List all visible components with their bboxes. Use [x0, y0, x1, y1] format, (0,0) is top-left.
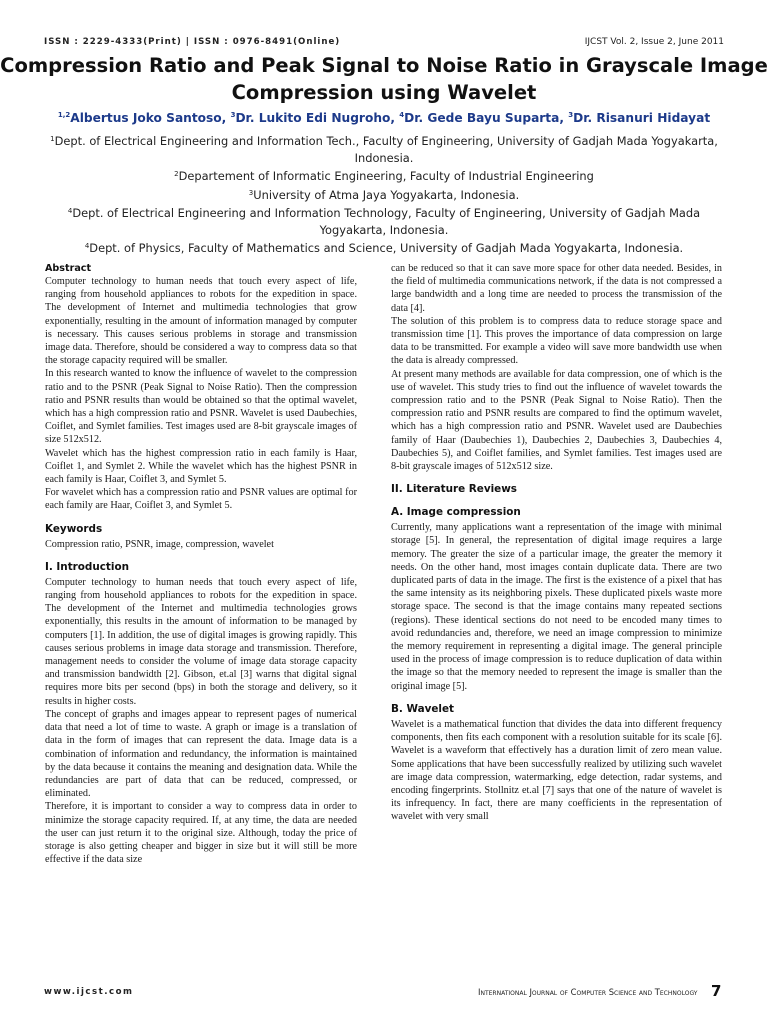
introduction-paragraph: The solution of this problem is to compress data to reduce storage space and transmission time [1]. This proves the importance of data compression on large data to be transmitted. For example a video will save more bandwidth use when the data is already compressed.: [391, 315, 722, 367]
introduction-paragraph: Computer technology to human needs that touch every aspect of life, ranging from household appliances to robots for the expedition in space. The development of the Internet and multimedia technologies grows exponentially, this results in the amount of information to be managed by computers [1]. In addition, the use of digital images is growing rapidly. This causes serious problems in image data storage and transmission. Therefore, management needs to consider the volume of image data storage capacity and transmission bandwidth [2]. Gibson, et.al [3] warns that digital signal requires more bits per second (bps) in both the storage and delivery, so it results in higher costs.: [45, 576, 357, 707]
paper-title: Compression Ratio and Peak Signal to Noise Ratio in Grayscale Image Compression using Wavelet: [0, 54, 768, 104]
affiliation-marker: 4: [67, 207, 73, 215]
affiliation-text: Departement of Informatic Engineering, Faculty of Industrial Engineering: [178, 169, 594, 183]
affiliation-text: University of Atma Jaya Yogyakarta, Indonesia.: [253, 187, 520, 202]
introduction-paragraph: The concept of graphs and images appear to represent pages of numerical data that need a lot of time to waste. A graph or image is a translation of data in the form of images that can represent the data. Image data is a combination of information and redundancy, the information is maintained by the data because it contains the meaning and designation data. While the redundancies are part of data that can be reduced, compressed, or eliminated.: [45, 708, 357, 800]
keywords-heading: Keywords: [45, 522, 103, 535]
wavelet-paragraph: Wavelet is a mathematical function that divides the data into different frequency components, then fits each component with a resolution suitable for its scale [6]. Wavelet is a waveform that effectively has a duration limit of zero mean value. Some applications that have been successfully realized by utilizing such wavelet are image data compression, watermarking, edge detection, radar systems, and encoding fingerprints. Stollnitz et.al [7] says that one of the nature of wavelet is its infrequency. In fact, there are many coefficients in the representation of wavelet with very small: [391, 718, 722, 823]
abstract-paragraph: In this research wanted to know the influence of wavelet to the compression ratio and to the PSNR (Peak Signal to Noise Ratio). Then the compression ratio and PSNR results than would be obtained so that the optimal wavelet, which has a high compression ratio and PSNR. Wavelet is used Daubechies, Coiflet, and Symlet families. Test images used are 8-bit grayscale images of size 512x512.: [45, 368, 357, 446]
running-header: [44, 37, 724, 51]
image-compression-paragraph: Currently, many applications want a representation of the image with minimal storage [5]. In general, the representation of digital image requires a large memory. The greater the size of a particular image, the greater the memory it needs. On the other hand, most images contain duplicate data. There are two duplicated parts of data in the image. The first is the existence of a pixel that has the same intensity as its neighboring pixels. These duplicated pixels waste more storage space. The second is that the image contains many repeated sections (regions). These identical sections do not need to be encoded many times to avoid redundancies and, therefore, we need an image compression to minimize the memory requirement in representing a digital image. The general principle used in the process of image compression is to reduce duplication of data within the image so that the memory needed to represent the image is smaller than the original image [5].: [391, 522, 722, 692]
abstract-paragraph: Wavelet which has the highest compression ratio in each family is Haar, Coiflet 1, and Symlet 2. While the wavelet which has the highest PSNR in each family is Haar, Coiflet 3, and Symlet 5.: [45, 447, 357, 486]
keywords-text: Compression ratio, PSNR, image, compression, wavelet: [45, 538, 274, 550]
right-column: [391, 262, 722, 824]
introduction-paragraph: can be reduced so that it can save more space for other data needed. Besides, in the field of multimedia communications network, if the data is not compressed a large bandwidth and a long time are needed to process the transmission of the data [4].: [391, 263, 722, 314]
affiliation-text: Dept. of Electrical Engineering and Information Technology, Faculty of Engineering, University of Gadjah Mada Yogyakarta, Indonesia.: [72, 206, 701, 237]
affiliation-marker: 3: [248, 188, 254, 197]
abstract-paragraph: For wavelet which has a compression ratio and PSNR values are optimal for each family are Haar, Coiflet 3, and Symlet 5.: [45, 487, 357, 512]
affiliation-line: [44, 166, 724, 185]
introduction-paragraph: At present many methods are available for data compression, one of which is the use of wavelet. This study tries to find out the influence of wavelet towards the compression ratio and to the PSNR (Peak Signal to Noise Ratio). Then the compression ratio and PSNR results are compared to find the optimum wavelet, which has a high compression ratio and PSNR. Wavelet used are Daubechies family of Haar (Daubechies 1), Daubechies 2, Daubechies 3, Daubechies 4, Daubechies 5), and Coiflet families, and Symlet families. Test images used are 8-bit grayscale images of 512x512 size.: [391, 368, 722, 473]
author-2-affiliation: 3: [230, 111, 236, 119]
author-1-affiliation: 1,2: [57, 111, 71, 119]
affiliation-line: [44, 238, 724, 257]
affiliation-text: Dept. of Physics, Faculty of Mathematics and Science, University of Gadjah Mada Yogyakarta, Indonesia.: [89, 241, 684, 255]
author-4-name: Dr. Risanuri Hidayat: [573, 111, 711, 125]
left-column: [45, 262, 357, 866]
affiliation-marker: 1: [50, 135, 55, 143]
footer-url: www.ijcst.com: [44, 987, 134, 997]
affiliation-line: [44, 131, 724, 166]
literature-reviews-heading: II. Literature Reviews: [391, 483, 517, 496]
author-list: [0, 111, 768, 125]
author-3-affiliation: 4: [399, 111, 405, 119]
author-3-name: Dr. Gede Bayu Suparta,: [404, 111, 569, 125]
author-4-affiliation: 3: [568, 111, 574, 119]
affiliation-marker: 4: [84, 242, 90, 250]
issn-text: ISSN : 2229-4333(Print) | ISSN : 0976-8491(Online): [44, 37, 341, 47]
affiliation-list: [44, 131, 724, 257]
affiliation-marker: 2: [174, 170, 179, 178]
author-2-name: Dr. Lukito Edi Nugroho,: [235, 111, 400, 125]
affiliation-text: Dept. of Electrical Engineering and Information Tech., Faculty of Engineering, University of Gadjah Mada Yogyakarta, Indonesia.: [54, 134, 718, 165]
introduction-heading: I. Introduction: [45, 560, 129, 573]
image-compression-heading: A. Image compression: [391, 506, 521, 519]
footer-journal-name: International Journal of Computer Science and Technology: [478, 987, 698, 997]
abstract-heading: Abstract: [45, 263, 92, 274]
wavelet-heading: B. Wavelet: [391, 702, 454, 715]
affiliation-line: [44, 203, 724, 238]
affiliation-line: [44, 185, 724, 204]
page-number: 7: [711, 982, 722, 1000]
abstract-paragraph: Computer technology to human needs that touch every aspect of life, ranging from household appliances to robots for the expedition in space. The development of Internet and multimedia technologies that grow exponentially, resulting in the amount of information managed by computer is necessary. This causes serious problems in storage and transmission image data. Therefore, should be considered a way to compress data so that the storage capacity required will be smaller.: [45, 276, 357, 367]
journal-volume-issue: IJCST Vol. 2, Issue 2, June 2011: [584, 37, 724, 47]
introduction-paragraph: Therefore, it is important to consider a way to compress data in order to minimize the storage capacity required. If, at any time, the data are needed the user can just return it to the original size. Although, today the price of storage is also getting cheaper and bigger in size but it will still be more effective if the data size: [45, 801, 357, 866]
author-1-name: Albertus Joko Santoso,: [70, 111, 231, 125]
